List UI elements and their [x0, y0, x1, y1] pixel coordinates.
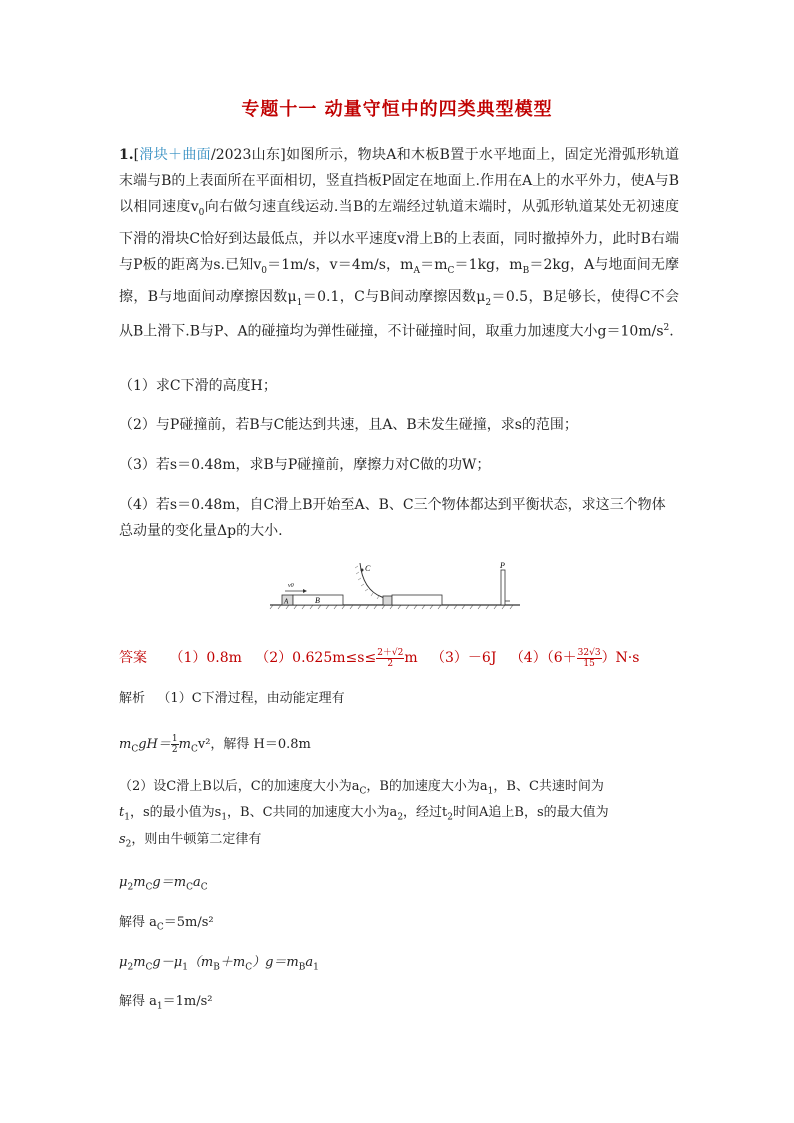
- problem-text: ＝m: [419, 256, 448, 273]
- sub: B: [298, 962, 306, 973]
- sub: C: [200, 882, 208, 893]
- text: （m: [187, 955, 214, 970]
- analysis-text: （1）C下滑过程，由动能定理有: [157, 691, 345, 706]
- label-b: B: [315, 596, 320, 605]
- problem-text: 如图所示，物块A和木板B置于水平地面上，固定光滑弧形轨道末端与B的上表面所在平面相切，竖直挡板P固定在地面上.作用在A上的水平外力，使A与B以相同速度v: [119, 147, 680, 215]
- text: （2）设C滑上B以后，C的加速度大小为a: [119, 779, 360, 794]
- sub: 2: [397, 812, 404, 823]
- problem-text: ＝0.1，C与B间动摩擦因数μ: [302, 288, 486, 305]
- problem-text: ＝1m/s，v＝4m/s，m: [267, 256, 414, 273]
- problem-text: .: [669, 324, 674, 341]
- text: ，B、C共同的加速度大小为a: [227, 805, 398, 820]
- problem-text: ＝2kg，A与地面间无摩擦，B与地面间动摩擦因数μ: [119, 256, 679, 305]
- sub: C: [447, 265, 455, 276]
- arrow-head: [303, 589, 307, 593]
- text: v²，解得 H＝0.8m: [197, 737, 311, 752]
- answer-1: （1）0.8m: [169, 650, 242, 666]
- sub: C: [245, 962, 253, 973]
- answer-line: [119, 645, 699, 671]
- fraction: [171, 734, 179, 755]
- text: ，s的最小值为s: [129, 805, 222, 820]
- text: g－μ: [152, 955, 183, 970]
- sub: 1: [487, 786, 494, 797]
- block-c: [383, 596, 392, 605]
- text: 解得 a: [119, 915, 157, 930]
- text: m: [133, 955, 146, 970]
- text: ＝5m/s²: [163, 915, 214, 930]
- curved-track: [360, 563, 385, 598]
- sub: 2: [125, 839, 132, 850]
- analysis-line-2: [119, 733, 679, 762]
- sub: C: [156, 922, 164, 933]
- analysis-line-7: [119, 911, 679, 940]
- question-1: （1）求C下滑的高度H；: [119, 378, 277, 394]
- analysis-line-9: [119, 990, 679, 1019]
- sub: 0: [261, 265, 268, 276]
- answer-2-fraction: [376, 648, 404, 669]
- answer-2-post: m: [404, 650, 418, 666]
- label-v0: v0: [288, 583, 294, 589]
- frac-denominator: 2: [171, 745, 178, 755]
- text: ，经过t: [403, 805, 448, 820]
- label-c: C: [365, 564, 371, 573]
- frac-numerator: 2＋√2: [377, 647, 404, 658]
- answer-4-fraction: [577, 648, 602, 669]
- sub: 1: [221, 812, 228, 823]
- problem-text: ＝1kg，m: [454, 256, 523, 273]
- label-p: P: [500, 561, 505, 570]
- board-b-right: [392, 595, 442, 605]
- sub: 1: [182, 962, 188, 973]
- question-4: （4）若s＝0.48m，自C滑上B开始至A、B、C三个物体都达到平衡状态，求这三个物体总动量的变化量Δp的大小.: [119, 497, 666, 539]
- frac-numerator: 32√3: [577, 647, 601, 658]
- page-title: 专题十一 动量守恒中的四类典型模型: [241, 99, 553, 120]
- text: 时间A追上B，s的最大值为: [453, 805, 609, 820]
- label-a: A: [284, 597, 289, 606]
- sub: 1: [313, 962, 319, 973]
- sub: C: [131, 744, 139, 755]
- text: μ: [119, 875, 128, 890]
- text: ）g＝m: [252, 955, 299, 970]
- text: μ: [119, 955, 128, 970]
- sub: 1: [296, 297, 303, 308]
- problem-number: 1.: [119, 147, 134, 163]
- sub: 2: [127, 882, 134, 893]
- analysis-line-3: [119, 775, 679, 804]
- problem-source: /2023山东]: [211, 147, 286, 163]
- sub: C: [145, 962, 153, 973]
- sub: 2: [127, 962, 134, 973]
- sup: 2: [663, 323, 670, 334]
- answer-label: 答案: [119, 650, 147, 666]
- physics-figure: [265, 558, 525, 614]
- analysis-label: 解析: [119, 691, 146, 706]
- text: ＋m: [219, 955, 246, 970]
- problem-text: 向右做匀速直线运动.当B的左端经过轨道末端时，从弧形轨道某处无初速度下滑的滑块C恰好到达最低点，并以水平速度v滑上B的上表面，同时撤掉外力，此时B右端与P板的距离为s.已知v: [119, 199, 679, 273]
- text: gH＝: [138, 737, 171, 752]
- text: ＝1m/s²: [162, 994, 213, 1009]
- analysis-line-4: [119, 801, 679, 830]
- text: ，则由牛顿第二定律有: [131, 832, 262, 847]
- sub: 2: [485, 297, 492, 308]
- text: s: [119, 832, 126, 847]
- analysis-line-8: [119, 951, 679, 980]
- wall-p: [501, 570, 505, 605]
- problem-tag: 滑块＋曲面: [139, 147, 211, 163]
- sub: 1: [156, 1001, 163, 1012]
- sub: C: [186, 882, 193, 893]
- problem-text: ＝0.5，B足够长，使得C不会从B上滑下.B与P、A的碰撞均为弹性碰撞，不计碰撞时间，取重力加速度大小g＝10m/s: [119, 288, 679, 341]
- question-2: （2）与P碰撞前，若B与C能达到共速，且A、B未发生碰撞，求s的范围；: [119, 417, 578, 433]
- answer-3: （3）－6J: [431, 650, 497, 666]
- text: ，B、C共速时间为: [493, 779, 604, 794]
- slider-c-ball: [361, 569, 364, 572]
- analysis-line-1: [119, 687, 679, 711]
- question-3: （3）若s＝0.48m，求B与P碰撞前，摩擦力对C做的功W；: [119, 457, 491, 473]
- sub: A: [413, 265, 420, 276]
- text: 解得 a: [119, 994, 157, 1009]
- frac-denominator: 2: [387, 658, 394, 669]
- text: a: [192, 875, 201, 890]
- answer-4-post: ）N·s: [601, 650, 640, 666]
- frac-numerator: 1: [171, 734, 178, 744]
- text: m: [119, 737, 132, 752]
- frac-denominator: 15: [583, 658, 595, 669]
- text: a: [305, 955, 314, 970]
- text: ，B的加速度大小为a: [366, 779, 488, 794]
- answer-4-pre: （4）（6＋: [509, 650, 577, 666]
- sub: C: [359, 786, 367, 797]
- text: m: [178, 737, 191, 752]
- text: m: [133, 875, 146, 890]
- sub: 1: [124, 812, 130, 823]
- sub: B: [213, 962, 220, 973]
- answer-2-pre: （2）0.625m≤s≤: [255, 650, 377, 666]
- analysis-line-6: [119, 871, 679, 900]
- text: g＝m: [152, 875, 187, 890]
- text: t: [119, 805, 125, 820]
- analysis-line-5: [119, 828, 679, 857]
- sub: B: [522, 265, 530, 276]
- sub: 2: [447, 812, 454, 823]
- problem-statement: [119, 142, 679, 345]
- sub: 0: [198, 207, 205, 218]
- tag-open: [: [133, 147, 140, 163]
- sub: C: [145, 882, 153, 893]
- sub: C: [190, 744, 198, 755]
